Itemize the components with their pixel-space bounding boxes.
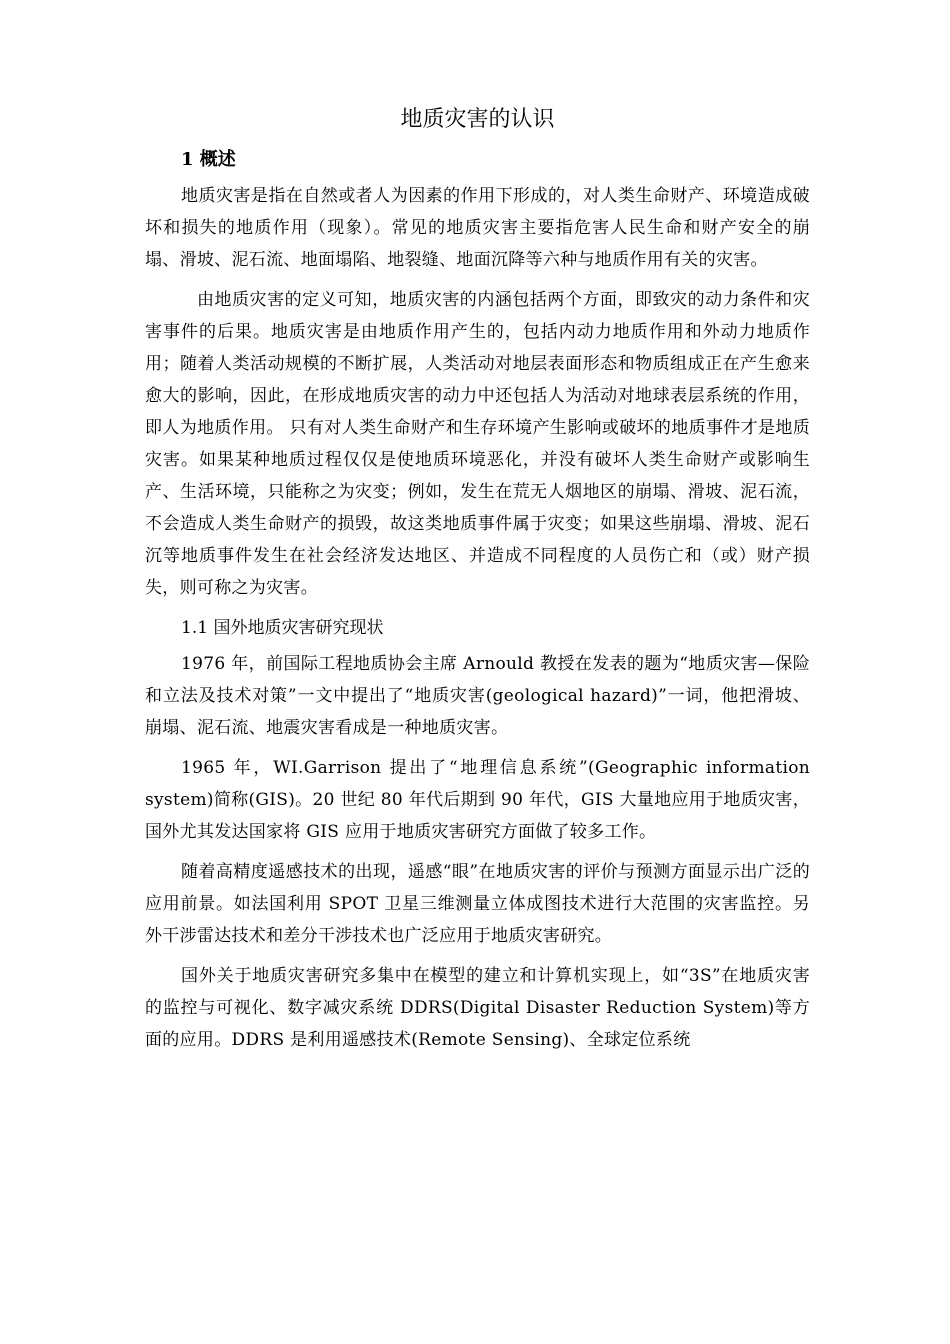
subsection-heading-foreign-research: 1.1 国外地质灾害研究现状 (181, 618, 384, 638)
paragraph-arnould: 1976 年，前国际工程地质协会主席 Arnould 教授在发表的题为“地质灾害—保险和立法及技术对策”一文中提出了“地质灾害(geological hazard)”一词，他把滑坡、崩塌、泥石流、地震灾害看成是一种地质灾害。 (145, 654, 810, 738)
paragraph-remote-sensing: 随着高精度遥感技术的出现，遥感“眼”在地质灾害的评价与预测方面显示出广泛的应用前景。如法国利用 SPOT 卫星三维测量立体成图技术进行大范围的灾害监控。另外干涉雷达技术和差分干涉技术也广泛应用于地质灾害研究。 (145, 862, 810, 946)
paragraph-connotation: 由地质灾害的定义可知，地质灾害的内涵包括两个方面，即致灾的动力条件和灾害事件的后果。地质灾害是由地质作用产生的，包括内动力地质作用和外动力地质作用；随着人类活动规模的不断扩展，人类活动对地层表面形态和物质组成正在产生愈来愈大的影响，因此，在形成地质灾害的动力中还包括人为活动对地球表层系统的作用，即人为地质作用。 只有对人类生命财产和生存环境产生影响或破坏的地质事件才是地质灾害。如果某种地质过程仅仅是使地质环境恶化，并没有破坏人类生命财产或影响生产、生活环境，只能称之为灾变；例如，发生在荒无人烟地区的崩塌、滑坡、泥石流，不会造成人类生命财产的损毁，故这类地质事件属于灾变；如果这些崩塌、滑坡、泥石沉等地质事件发生在社会经济发达地区、并造成不同程度的人员伤亡和（或）财产损失，则可称之为灾害。 (145, 290, 810, 598)
paragraph-gis: 1965 年，WI.Garrison 提出了“地理信息系统”(Geographic information system)简称(GIS)。20 世纪 80 年代后期到 90 年代，GIS 大量地应用于地质灾害，国外尤其发达国家将 GIS 应用于地质灾害研究方面做了较多工作。 (145, 758, 810, 842)
paragraph-definition: 地质灾害是指在自然或者人为因素的作用下形成的，对人类生命财产、环境造成破坏和损失的地质作用（现象）。常见的地质灾害主要指危害人民生命和财产安全的崩塌、滑坡、泥石流、地面塌陷、地裂缝、地面沉降等六种与地质作用有关的灾害。 (145, 186, 810, 270)
section-heading-overview: 1 概述 (181, 149, 236, 170)
document-body (145, 100, 810, 1056)
document-title: 地质灾害的认识 (400, 107, 555, 132)
paragraph-ddrs: 国外关于地质灾害研究多集中在模型的建立和计算机实现上，如“3S”在地质灾害的监控与可视化、数字减灾系统 DDRS(Digital Disaster Reduction System)等方面的应用。DDRS 是利用遥感技术(Remote Sensing)、全球定位系统 (145, 966, 810, 1050)
